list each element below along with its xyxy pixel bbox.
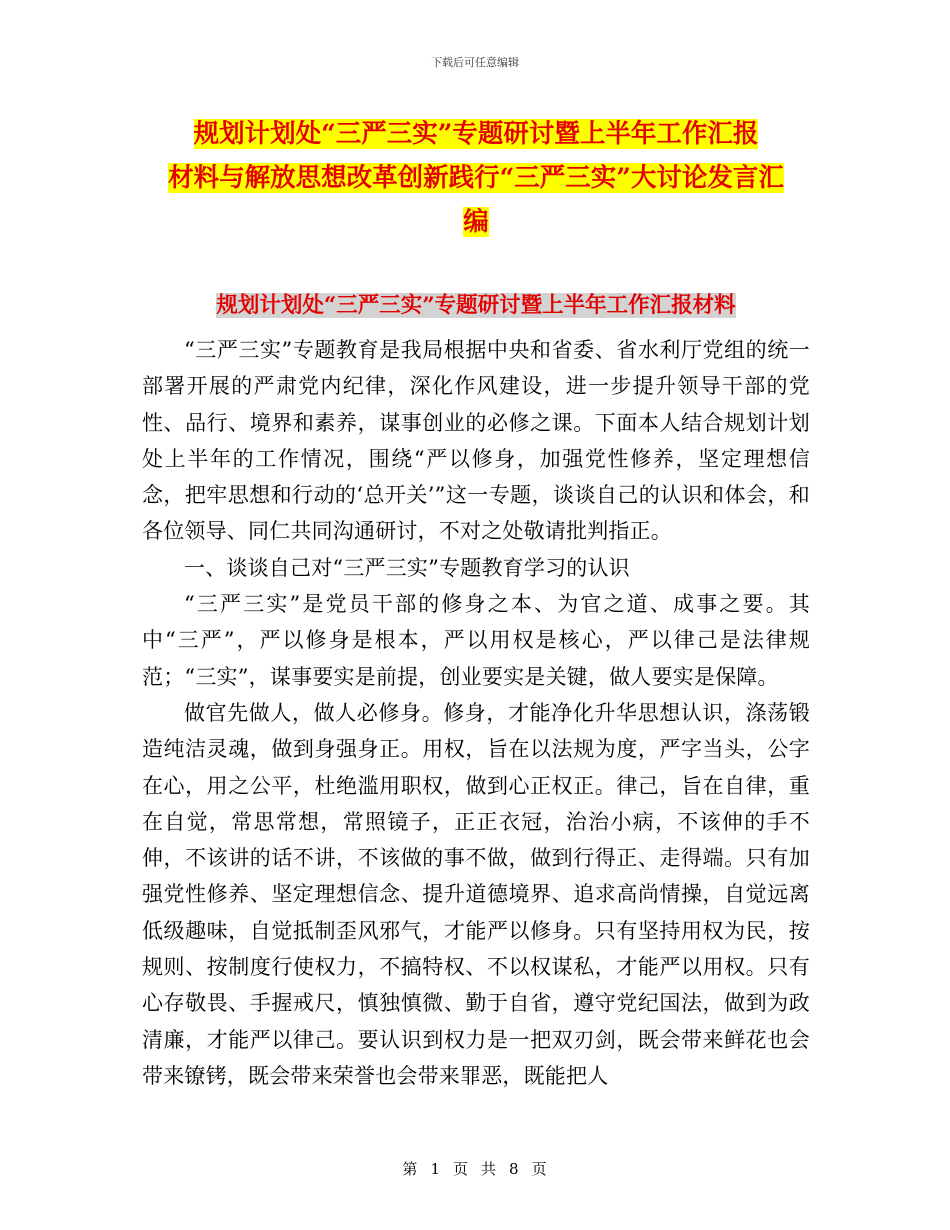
paragraph: 做官先做人，做人必修身。修身，才能净化升华思想认识，涤荡锻造纯洁灵魂，做到身强身正。用权，旨在以法规为度，严字当头，公字在心，用之公平，杜绝滥用职权，做到心正权正。律己，旨在自律，重在自觉，常思常想，常照镜子，正正衣冠，治治小病，不该伸的手不伸，不该讲的话不讲，不该做的事不做，做到行得正、走得端。只有加强党性修养、坚定理想信念、提升道德境界、追求高尚情操，自觉远离低级趣味，自觉抵制歪风邪气，才能严以修身。只有坚持用权为民，按规则、按制度行使权力，不搞特权、不以权谋私，才能严以用权。只有心存敬畏、手握戒尺，慎独慎微、勤于自省，遵守党纪国法，做到为政清廉，才能严以律己。要认识到权力是一把双刃剑，既会带来鲜花也会带来镣铐，既会带来荣誉也会带来罪恶，既能把人 bbox=[142, 700, 810, 1088]
page-footer bbox=[0, 1158, 950, 1179]
section-title bbox=[140, 291, 812, 321]
document-title bbox=[140, 112, 812, 244]
footer-prefix: 第 bbox=[402, 1160, 419, 1178]
title-line-3: 编 bbox=[463, 207, 489, 237]
title-line-2: 材料与解放思想改革创新践行“三严三实”大讨论发言汇 bbox=[168, 163, 784, 193]
header-note: 下载后可任意编辑 bbox=[431, 56, 519, 69]
footer-total-pages: 8 bbox=[509, 1160, 520, 1178]
paragraph: “三严三实”专题教育是我局根据中央和省委、省水利厅党组的统一部署开展的严肃党内纪律，深化作风建设，进一步提升领导干部的党性、品行、境界和素养，谋事创业的必修之课。下面本人结合规划计划处上半年的工作情况，围绕“严以修身，加强党性修养，坚定理想信念，把牢思想和行动的‘总开关’”这一专题，谈谈自己的认识和体会，和各位领导、同仁共同沟通研讨，不对之处敬请批判指正。 bbox=[142, 338, 810, 544]
footer-suffix: 页 bbox=[531, 1160, 548, 1178]
body-text bbox=[142, 332, 810, 1094]
footer-page-number: 1 bbox=[430, 1160, 441, 1178]
section-title-text: 规划计划处“三严三实”专题研讨暨上半年工作汇报材料 bbox=[216, 293, 736, 318]
footer-total-label: 共 bbox=[481, 1160, 498, 1178]
paragraph: 一、谈谈自己对“三严三实”专题教育学习的认识 bbox=[184, 555, 630, 580]
paragraph: “三严三实”是党员干部的修身之本、为官之道、成事之要。其中“三严”，严以修身是根本，严以用权是核心，严以律己是法律规范；“三实”，谋事要实是前提，创业要实是关键，做人要实是保障。 bbox=[142, 592, 810, 689]
footer-page-label: 页 bbox=[452, 1160, 469, 1178]
title-line-1: 规划计划处“三严三实”专题研讨暨上半年工作汇报 bbox=[193, 119, 759, 149]
